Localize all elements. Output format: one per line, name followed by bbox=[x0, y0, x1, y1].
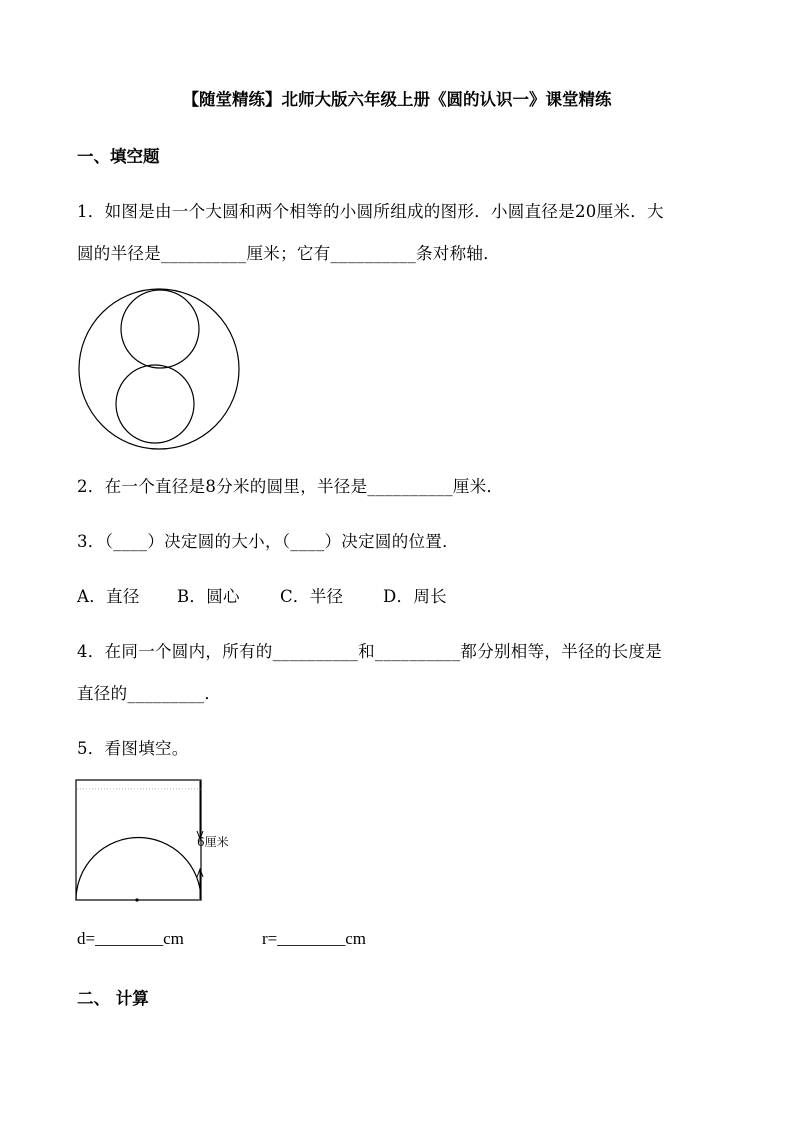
figure-length-label: 6厘米 bbox=[197, 835, 229, 849]
semicircle bbox=[76, 838, 201, 901]
small-circle-top bbox=[121, 290, 199, 368]
answer-diameter: d=________cm bbox=[77, 929, 184, 948]
question-1-line-1: 1．如图是由一个大圆和两个相等的小圆所组成的图形．小圆直径是20厘米．大 bbox=[77, 202, 664, 221]
big-circle bbox=[79, 289, 239, 449]
option-letter: C． bbox=[280, 587, 310, 606]
option-text: 直径 bbox=[106, 587, 140, 606]
question-3-stem: 3．（____）决定圆的大小，（____）决定圆的位置． bbox=[77, 532, 459, 551]
option-letter: D． bbox=[383, 587, 414, 606]
question-1-figure bbox=[78, 288, 240, 450]
question-3-option-b bbox=[177, 583, 240, 607]
section-heading-calculate: 二、 计算 bbox=[77, 989, 149, 1008]
option-text: 周长 bbox=[413, 587, 447, 606]
question-4-line-2: 直径的_________． bbox=[77, 684, 222, 703]
question-3-option-d bbox=[383, 583, 447, 607]
question-1-line-2: 圆的半径是__________厘米；它有__________条对称轴． bbox=[77, 244, 500, 263]
answer-radius: r=________cm bbox=[262, 929, 367, 948]
option-text: 半径 bbox=[309, 587, 344, 606]
option-letter: B． bbox=[177, 587, 207, 606]
small-circle-bottom bbox=[116, 365, 194, 443]
question-2: 2．在一个直径是8分米的圆里，半径是__________厘米． bbox=[77, 477, 504, 496]
center-dot bbox=[135, 898, 138, 901]
question-3-option-a bbox=[77, 583, 140, 607]
page-title: 【随堂精练】北师大版六年级上册《圆的认识一》课堂精练 bbox=[182, 90, 612, 109]
option-text: 圆心 bbox=[206, 587, 240, 606]
option-letter: A． bbox=[77, 587, 107, 606]
section-heading-fill-blank: 一、填空题 bbox=[77, 147, 160, 166]
question-4-line-1: 4．在同一个圆内，所有的__________和__________都分别相等，半径的长度是 bbox=[77, 642, 662, 661]
question-5-stem: 5．看图填空。 bbox=[77, 739, 189, 758]
question-3-option-c bbox=[280, 583, 343, 607]
square-outline bbox=[76, 780, 201, 900]
